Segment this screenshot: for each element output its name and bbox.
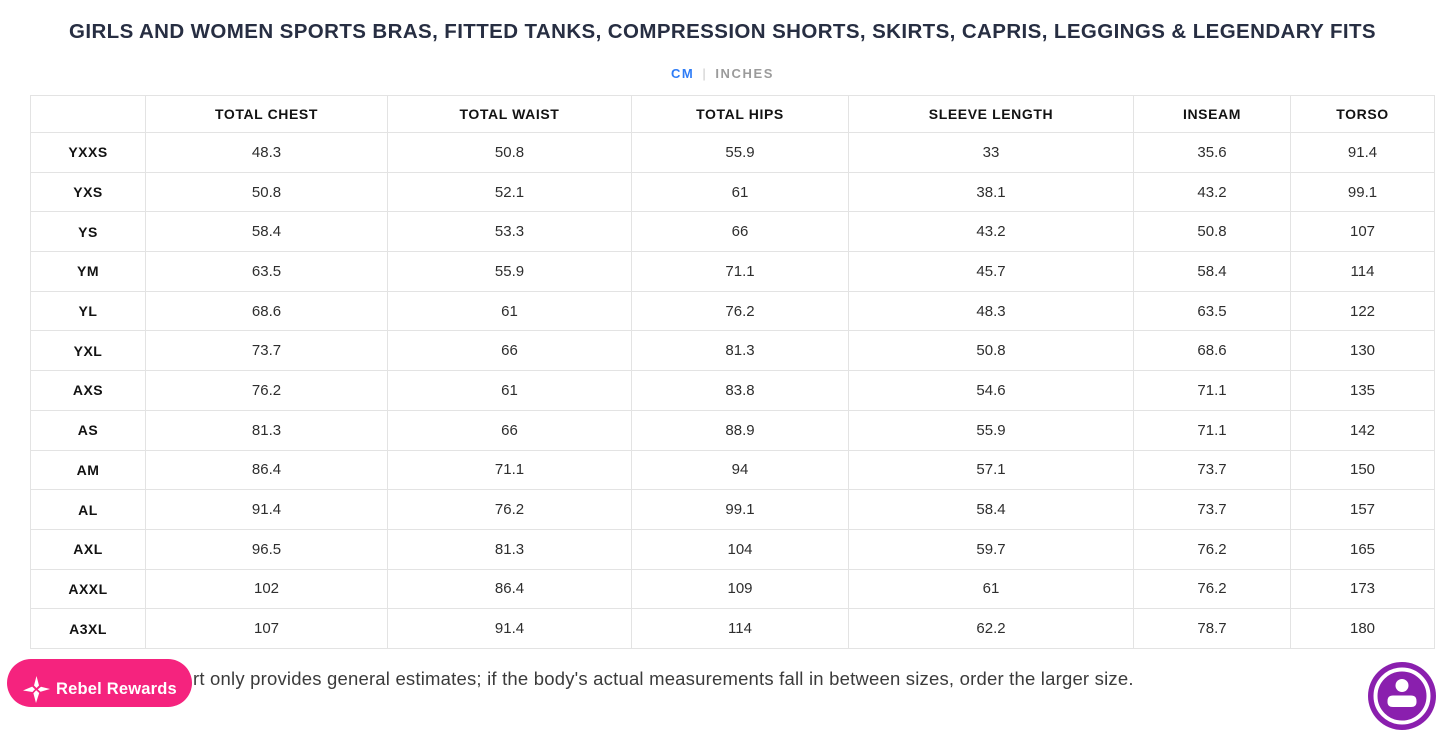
rebel-rewards-label: Rebel Rewards xyxy=(56,680,177,698)
measurement-cell: 142 xyxy=(1291,410,1435,450)
measurement-cell: 55.9 xyxy=(632,133,849,173)
size-label: A3XL xyxy=(31,609,146,649)
column-header: INSEAM xyxy=(1134,96,1291,133)
measurement-cell: 73.7 xyxy=(146,331,388,371)
measurement-cell: 150 xyxy=(1291,450,1435,490)
page-title: GIRLS AND WOMEN SPORTS BRAS, FITTED TANKS, COMPRESSION SHORTS, SKIRTS, CAPRIS, LEGGINGS & LEGENDARY FITS xyxy=(69,20,1376,43)
size-row xyxy=(31,133,1435,173)
size-label: AL xyxy=(31,490,146,530)
measurement-cell: 61 xyxy=(632,172,849,212)
measurement-cell: 54.6 xyxy=(849,371,1134,411)
measurement-cell: 58.4 xyxy=(849,490,1134,530)
size-label: YXS xyxy=(31,172,146,212)
measurement-cell: 55.9 xyxy=(849,410,1134,450)
measurement-cell: 81.3 xyxy=(632,331,849,371)
size-row xyxy=(31,609,1435,649)
size-label: YXXS xyxy=(31,133,146,173)
column-header: TORSO xyxy=(1291,96,1435,133)
measurement-cell: 38.1 xyxy=(849,172,1134,212)
size-label: AM xyxy=(31,450,146,490)
size-row xyxy=(31,331,1435,371)
measurement-cell: 173 xyxy=(1291,569,1435,609)
measurement-cell: 99.1 xyxy=(1291,172,1435,212)
measurement-cell: 76.2 xyxy=(1134,569,1291,609)
measurement-cell: 48.3 xyxy=(849,291,1134,331)
measurement-cell: 43.2 xyxy=(1134,172,1291,212)
measurement-cell: 50.8 xyxy=(146,172,388,212)
measurement-cell: 61 xyxy=(849,569,1134,609)
size-row xyxy=(31,450,1435,490)
measurement-cell: 58.4 xyxy=(1134,252,1291,292)
measurement-cell: 157 xyxy=(1291,490,1435,530)
column-header: SLEEVE LENGTH xyxy=(849,96,1134,133)
measurement-cell: 63.5 xyxy=(146,252,388,292)
measurement-cell: 73.7 xyxy=(1134,490,1291,530)
measurement-cell: 73.7 xyxy=(1134,450,1291,490)
measurement-cell: 78.7 xyxy=(1134,609,1291,649)
measurement-cell: 86.4 xyxy=(146,450,388,490)
measurement-cell: 66 xyxy=(632,212,849,252)
accessibility-widget-icon[interactable] xyxy=(1366,660,1438,732)
measurement-cell: 66 xyxy=(388,331,632,371)
measurement-cell: 53.3 xyxy=(388,212,632,252)
measurement-cell: 81.3 xyxy=(388,529,632,569)
measurement-cell: 48.3 xyxy=(146,133,388,173)
measurement-cell: 107 xyxy=(1291,212,1435,252)
size-row xyxy=(31,371,1435,411)
size-label: AXXL xyxy=(31,569,146,609)
measurement-cell: 68.6 xyxy=(146,291,388,331)
size-label: YXL xyxy=(31,331,146,371)
unit-toggle-separator: | xyxy=(702,66,708,81)
measurement-cell: 71.1 xyxy=(1134,410,1291,450)
column-header-size xyxy=(31,96,146,133)
measurement-cell: 45.7 xyxy=(849,252,1134,292)
size-row xyxy=(31,569,1435,609)
measurement-cell: 165 xyxy=(1291,529,1435,569)
column-header: TOTAL WAIST xyxy=(388,96,632,133)
measurement-cell: 180 xyxy=(1291,609,1435,649)
measurement-cell: 76.2 xyxy=(388,490,632,530)
size-row xyxy=(31,490,1435,530)
measurement-cell: 62.2 xyxy=(849,609,1134,649)
measurement-cell: 91.4 xyxy=(388,609,632,649)
measurement-cell: 130 xyxy=(1291,331,1435,371)
measurement-cell: 33 xyxy=(849,133,1134,173)
size-row xyxy=(31,529,1435,569)
measurement-cell: 61 xyxy=(388,291,632,331)
measurement-cell: 59.7 xyxy=(849,529,1134,569)
measurement-cell: 61 xyxy=(388,371,632,411)
measurement-cell: 55.9 xyxy=(388,252,632,292)
measurement-cell: 68.6 xyxy=(1134,331,1291,371)
measurement-cell: 91.4 xyxy=(1291,133,1435,173)
column-header: TOTAL HIPS xyxy=(632,96,849,133)
measurement-cell: 96.5 xyxy=(146,529,388,569)
measurement-cell: 86.4 xyxy=(388,569,632,609)
measurement-cell: 35.6 xyxy=(1134,133,1291,173)
column-header: TOTAL CHEST xyxy=(146,96,388,133)
measurement-cell: 66 xyxy=(388,410,632,450)
size-label: AS xyxy=(31,410,146,450)
measurement-cell: 76.2 xyxy=(146,371,388,411)
measurement-cell: 76.2 xyxy=(1134,529,1291,569)
size-label: YM xyxy=(31,252,146,292)
measurement-cell: 63.5 xyxy=(1134,291,1291,331)
size-row xyxy=(31,252,1435,292)
size-chart-table xyxy=(30,95,1435,649)
measurement-cell: 76.2 xyxy=(632,291,849,331)
size-label: AXS xyxy=(31,371,146,411)
unit-option-cm[interactable]: CM xyxy=(670,66,695,81)
measurement-cell: 71.1 xyxy=(388,450,632,490)
measurement-cell: 99.1 xyxy=(632,490,849,530)
measurement-cell: 102 xyxy=(146,569,388,609)
measurement-cell: 71.1 xyxy=(1134,371,1291,411)
size-label: YS xyxy=(31,212,146,252)
rebel-star-icon xyxy=(23,676,50,706)
measurement-cell: 91.4 xyxy=(146,490,388,530)
measurement-cell: 94 xyxy=(632,450,849,490)
rebel-rewards-button[interactable] xyxy=(7,659,192,707)
table-header-row xyxy=(31,96,1435,133)
measurement-cell: 52.1 xyxy=(388,172,632,212)
measurement-cell: 58.4 xyxy=(146,212,388,252)
measurement-cell: 114 xyxy=(632,609,849,649)
unit-option-inches[interactable]: INCHES xyxy=(715,66,775,81)
measurement-cell: 135 xyxy=(1291,371,1435,411)
size-chart-footnote: rt only provides general estimates; if the body's actual measurements fall in between sizes, order the larger size. xyxy=(193,668,1134,689)
measurement-cell: 50.8 xyxy=(388,133,632,173)
measurement-cell: 122 xyxy=(1291,291,1435,331)
measurement-cell: 50.8 xyxy=(1134,212,1291,252)
size-label: AXL xyxy=(31,529,146,569)
size-label: YL xyxy=(31,291,146,331)
measurement-cell: 83.8 xyxy=(632,371,849,411)
measurement-cell: 88.9 xyxy=(632,410,849,450)
measurement-cell: 107 xyxy=(146,609,388,649)
measurement-cell: 104 xyxy=(632,529,849,569)
size-row xyxy=(31,212,1435,252)
measurement-cell: 109 xyxy=(632,569,849,609)
measurement-cell: 50.8 xyxy=(849,331,1134,371)
measurement-cell: 81.3 xyxy=(146,410,388,450)
measurement-cell: 114 xyxy=(1291,252,1435,292)
size-row xyxy=(31,410,1435,450)
unit-toggle xyxy=(0,66,1445,81)
size-row xyxy=(31,291,1435,331)
measurement-cell: 43.2 xyxy=(849,212,1134,252)
measurement-cell: 57.1 xyxy=(849,450,1134,490)
size-row xyxy=(31,172,1435,212)
measurement-cell: 71.1 xyxy=(632,252,849,292)
